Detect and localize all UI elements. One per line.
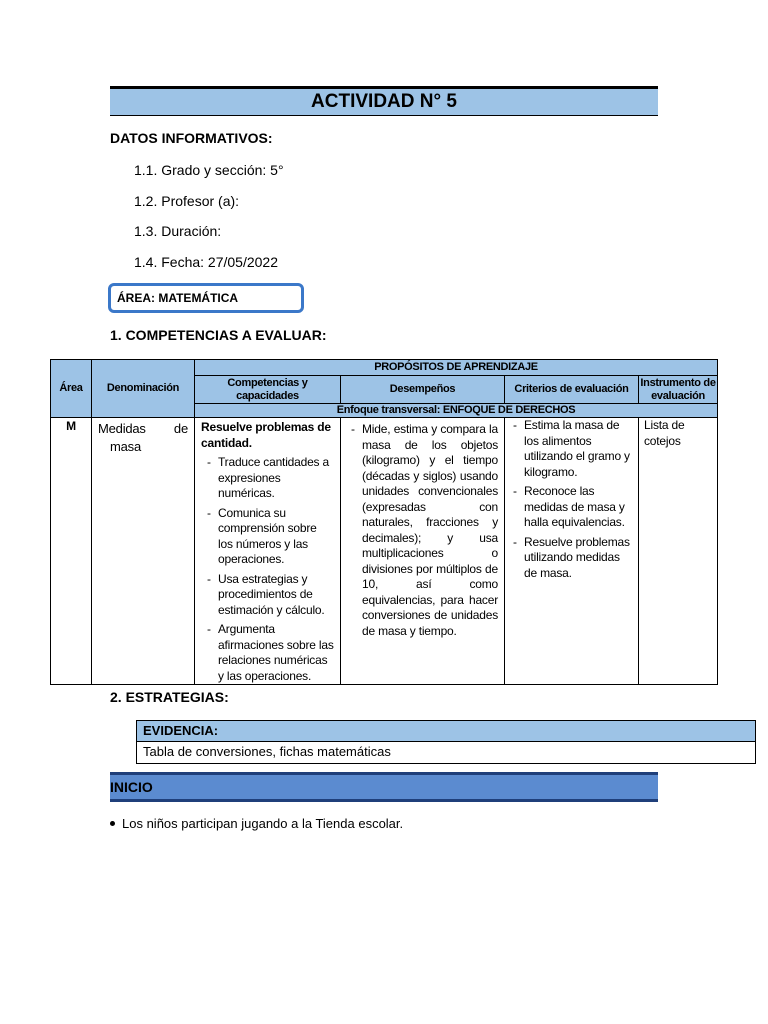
section1-heading: 1. COMPETENCIAS A EVALUAR: — [110, 327, 327, 343]
bullet-icon — [110, 821, 115, 826]
capacidad-item: - Comunica su comprensión sobre los números y las operaciones. — [201, 506, 334, 568]
competencias-table — [50, 359, 718, 685]
denominacion-text: Medidas de — [98, 421, 188, 436]
competencia-title: Resuelve problemas de cantidad. — [201, 420, 331, 450]
datos-heading: DATOS INFORMATIVOS: — [110, 130, 273, 146]
cell-competencias — [195, 418, 341, 685]
criterio-item: - Estima la masa de los alimentos utilizando el gramo y kilogramo. — [507, 418, 632, 480]
capacidad-item: - Traduce cantidades a expresiones numéricas. — [201, 455, 334, 502]
cell-instrumento: Lista de cotejos — [639, 418, 718, 685]
desempenos-list — [345, 422, 498, 639]
header-propositos: PROPÓSITOS DE APRENDIZAJE — [195, 360, 718, 376]
info-profesor: 1.2. Profesor (a): — [134, 193, 240, 209]
inicio-bullet-text: Los niños participan jugando a la Tienda escolar. — [122, 816, 404, 831]
capacidad-item: - Argumenta afirmaciones sobre las relaciones numéricas y las operaciones. — [201, 622, 334, 684]
cell-area: M — [51, 418, 92, 685]
denominacion-text-2: masa — [110, 439, 141, 454]
info-fecha: 1.4. Fecha: 27/05/2022 — [134, 254, 278, 270]
header-criterios: Criterios de evaluación — [505, 376, 639, 404]
criterio-item: - Resuelve problemas utilizando medidas de masa. — [507, 535, 632, 582]
header-competencias: Competencias y capacidades — [195, 376, 341, 404]
criterios-list — [507, 418, 632, 581]
inicio-bullet-item — [110, 816, 403, 831]
header-desempenos: Desempeños — [341, 376, 505, 404]
cell-denominacion — [92, 418, 195, 685]
evidencia-text: Tabla de conversiones, fichas matemáticas — [136, 742, 756, 764]
enfoque-transversal: Enfoque transversal: ENFOQUE DE DERECHOS — [195, 404, 718, 418]
header-denominacion: Denominación — [92, 360, 195, 418]
desempeno-item: - Mide, estima y compara la masa de los objetos (kilogramo) y el tiempo (décadas y siglos) usando unidades convencionales (expresadas con naturales, fracciones y decimales); y usa multiplicaciones o divisiones por múltiplos de 10, así como equivalencias, para hacer conversiones de unidades de masa y tiempo. — [345, 422, 498, 639]
inicio-heading: INICIO — [110, 772, 658, 802]
header-area: Área — [51, 360, 92, 418]
criterio-item: - Reconoce las medidas de masa y halla equivalencias. — [507, 484, 632, 531]
capacidad-item: - Usa estrategias y procedimientos de estimación y cálculo. — [201, 572, 334, 619]
evidencia-label: EVIDENCIA: — [136, 720, 756, 742]
header-instrumento: Instrumento de evaluación — [640, 376, 716, 402]
info-grado: 1.1. Grado y sección: 5° — [134, 162, 284, 178]
section2-heading: 2. ESTRATEGIAS: — [110, 689, 229, 705]
capacidades-list — [201, 455, 334, 684]
info-duracion: 1.3. Duración: — [134, 223, 222, 239]
cell-desempenos — [341, 418, 505, 685]
activity-title: ACTIVIDAD N° 5 — [110, 86, 658, 116]
cell-criterios — [505, 418, 639, 685]
area-label: ÁREA: MATEMÁTICA — [108, 283, 304, 313]
